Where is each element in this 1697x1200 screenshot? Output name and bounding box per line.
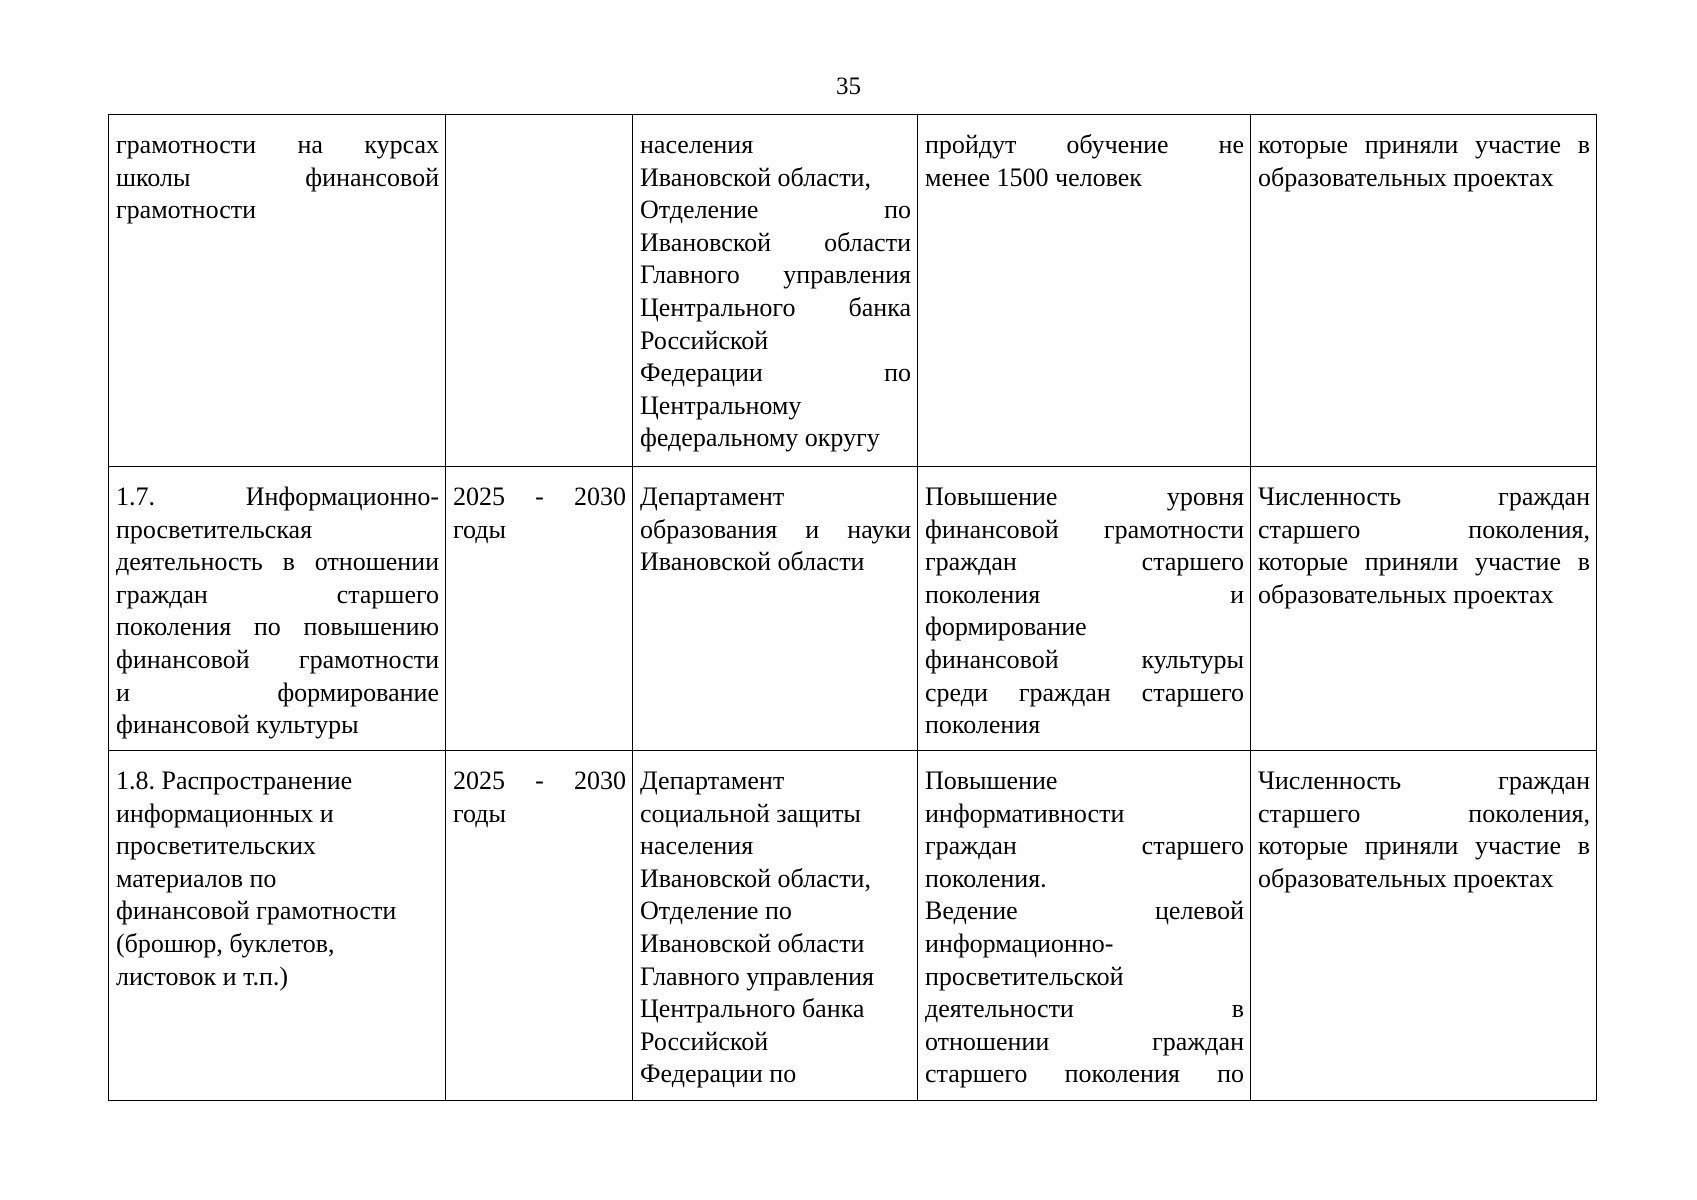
cell-text-line: граждан старшего bbox=[116, 579, 439, 609]
cell-text-line: информационных и bbox=[116, 798, 334, 828]
page-number: 35 bbox=[836, 73, 861, 100]
cell-result bbox=[918, 467, 1251, 751]
cell-text-line: образовательных проектах bbox=[1258, 579, 1554, 609]
cell-text-line: населения bbox=[640, 130, 754, 159]
cell-result bbox=[918, 751, 1251, 1101]
cell-text-line: Численность граждан bbox=[1258, 482, 1590, 511]
cell-text-line: Численность граждан bbox=[1258, 766, 1590, 795]
cell-text-line: 2025 - 2030 bbox=[453, 766, 626, 795]
cell-executor bbox=[633, 751, 918, 1101]
cell-text-line: поколения. bbox=[925, 863, 1047, 893]
cell-text-line: материалов по bbox=[116, 863, 277, 893]
cell-text-line: старшего поколения по bbox=[925, 1059, 1244, 1089]
cell-text-line: которые приняли участие в bbox=[1258, 547, 1590, 577]
cell-indicator bbox=[1251, 467, 1597, 751]
cell-text-line: поколения по повышению bbox=[116, 612, 439, 642]
cell-text-line: Ивановской области bbox=[640, 928, 865, 958]
cell-text-line: просветительская bbox=[116, 514, 313, 544]
cell-text-line: Департамент bbox=[640, 482, 785, 511]
cell-text-line: Ивановской области bbox=[640, 227, 911, 257]
cell-text-line: Отделение по bbox=[640, 896, 792, 926]
cell-text-line: годы bbox=[453, 798, 506, 828]
table-body bbox=[109, 115, 1597, 1101]
cell-result bbox=[918, 115, 1251, 467]
cell-text-line: финансовой культуры bbox=[925, 644, 1244, 674]
cell-text-line: финансовой грамотности bbox=[116, 896, 397, 926]
cell-indicator bbox=[1251, 751, 1597, 1101]
cell-text-line: отношении граждан bbox=[925, 1026, 1244, 1056]
cell-text-line: деятельность в отношении bbox=[116, 547, 439, 577]
cell-executor bbox=[633, 467, 918, 751]
cell-text-line: 1.8. Распространение bbox=[116, 766, 353, 795]
cell-text-line: Главного управления bbox=[640, 961, 874, 991]
cell-text-line: просветительской bbox=[925, 961, 1124, 991]
cell-text-line: Центрального банка bbox=[640, 292, 911, 322]
cell-text-line: финансовой культуры bbox=[116, 710, 359, 740]
cell-text-line: Повышение bbox=[925, 766, 1058, 795]
cell-text-line: информативности bbox=[925, 798, 1125, 828]
cell-text-line: старшего поколения, bbox=[1258, 514, 1590, 544]
cell-text-line: образования и науки bbox=[640, 514, 911, 544]
cell-text-line: грамотности bbox=[116, 195, 257, 225]
cell-text-line: Центрального банка bbox=[640, 994, 865, 1024]
cell-text-line: просветительских bbox=[116, 831, 316, 861]
cell-text-line: менее 1500 человек bbox=[925, 162, 1142, 192]
cell-text-line: формирование bbox=[925, 612, 1087, 642]
cell-period bbox=[446, 115, 633, 467]
cell-text-line: старшего поколения, bbox=[1258, 798, 1590, 828]
cell-text-line: Департамент bbox=[640, 766, 785, 795]
cell-text-line: поколения bbox=[925, 710, 1041, 740]
cell-text-line: среди граждан старшего bbox=[925, 677, 1244, 707]
cell-text-line: школы финансовой bbox=[116, 162, 439, 192]
cell-text-line: образовательных проектах bbox=[1258, 863, 1554, 893]
cell-text-line: Российской bbox=[640, 1026, 769, 1056]
cell-text-line: Федерации по bbox=[640, 1059, 797, 1089]
cell-text-line: Ивановской области bbox=[640, 547, 865, 577]
cell-text-line: информационно- bbox=[925, 928, 1114, 958]
cell-text-line: федеральному округу bbox=[640, 423, 880, 453]
cell-text-line: граждан старшего bbox=[925, 547, 1244, 577]
cell-text-line: Российской bbox=[640, 325, 769, 355]
cell-text-line: Ивановской области, bbox=[640, 863, 871, 893]
cell-text-line: (брошюр, буклетов, bbox=[116, 928, 335, 958]
cell-text-line: поколения и bbox=[925, 579, 1244, 609]
cell-text-line: Главного управления bbox=[640, 260, 911, 290]
cell-text-line: Федерации по bbox=[640, 358, 911, 388]
cell-indicator bbox=[1251, 115, 1597, 467]
cell-measure bbox=[109, 115, 446, 467]
cell-text-line: образовательных проектах bbox=[1258, 162, 1554, 192]
table-row bbox=[109, 751, 1597, 1101]
cell-measure bbox=[109, 467, 446, 751]
cell-text-line: Ивановской области, bbox=[640, 162, 871, 192]
cell-measure bbox=[109, 751, 446, 1101]
cell-text-line: грамотности на курсах bbox=[116, 130, 439, 159]
cell-text-line: Повышение уровня bbox=[925, 482, 1244, 511]
cell-text-line: которые приняли участие в bbox=[1258, 130, 1590, 159]
cell-text-line: финансовой грамотности bbox=[925, 514, 1244, 544]
cell-text-line: социальной защиты bbox=[640, 798, 861, 828]
cell-text-line: которые приняли участие в bbox=[1258, 831, 1590, 861]
cell-text-line: Центральному bbox=[640, 390, 802, 420]
cell-period bbox=[446, 467, 633, 751]
cell-text-line: и формирование bbox=[116, 677, 439, 707]
cell-text-line: населения bbox=[640, 831, 754, 861]
cell-executor bbox=[633, 115, 918, 467]
cell-text-line: 1.7. Информационно- bbox=[116, 482, 439, 511]
cell-text-line: годы bbox=[453, 514, 506, 544]
cell-text-line: деятельности в bbox=[925, 994, 1244, 1024]
cell-text-line: листовок и т.п.) bbox=[116, 961, 289, 991]
measures-table bbox=[108, 114, 1597, 1101]
table-row bbox=[109, 467, 1597, 751]
cell-text-line: граждан старшего bbox=[925, 831, 1244, 861]
cell-text-line: Отделение по bbox=[640, 195, 911, 225]
cell-text-line: Ведение целевой bbox=[925, 896, 1244, 926]
cell-text-line: финансовой грамотности bbox=[116, 644, 439, 674]
cell-text-line: 2025 - 2030 bbox=[453, 482, 626, 511]
cell-text-line: пройдут обучение не bbox=[925, 130, 1244, 159]
cell-period bbox=[446, 751, 633, 1101]
table-row bbox=[109, 115, 1597, 467]
